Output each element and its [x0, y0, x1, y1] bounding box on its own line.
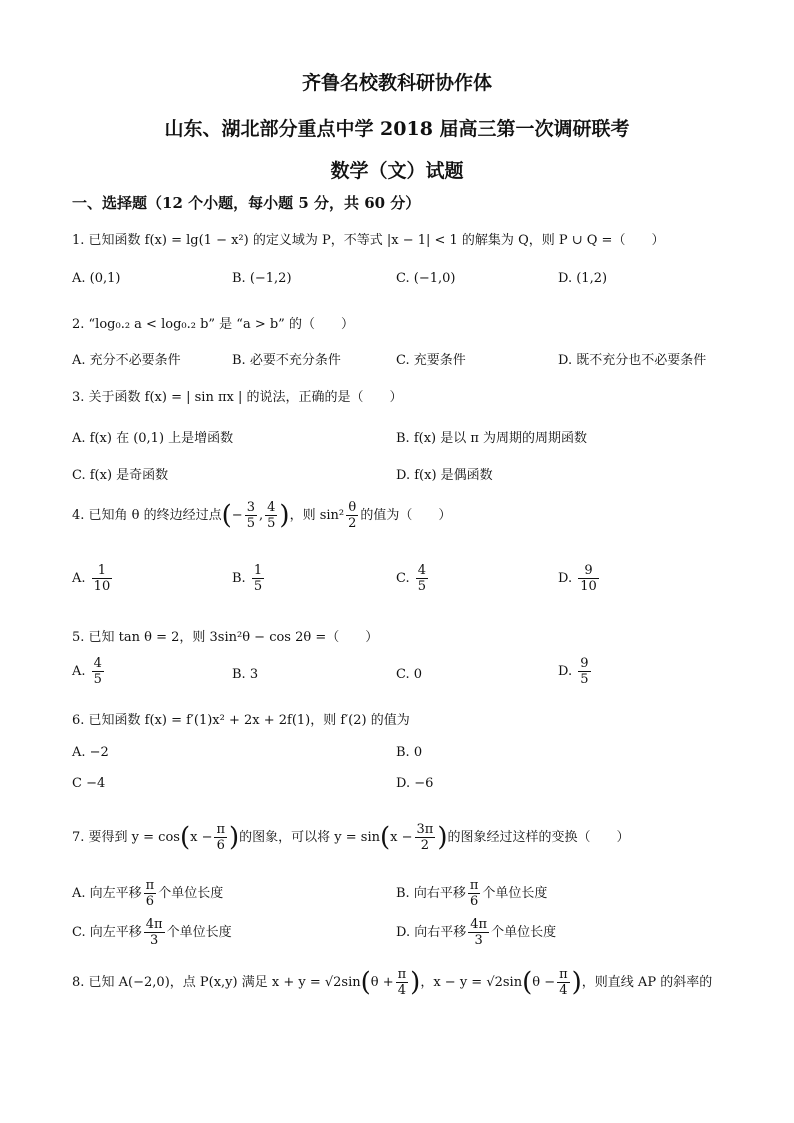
- question-2-option-b: B. 必要不充分条件: [232, 353, 341, 368]
- question-2-option-c: C. 充要条件: [396, 353, 466, 368]
- question-1-stem: 1. 已知函数 f(x) = lg(1 − x²) 的定义域为 P，不等式 |x − 1| < 1 的解集为 Q，则 P ∪ Q =（ ）: [72, 233, 665, 248]
- question-7-option-d: D. 向右平移 $\frac{4\pi}{3}$ 个单位长度: [396, 917, 557, 948]
- question-4-option-c: C. $\frac{4}{5}$: [396, 563, 427, 594]
- question-3-option-d: D. f(x) 是偶函数: [396, 468, 493, 483]
- question-2-option-d: D. 既不充分也不必要条件: [558, 353, 707, 368]
- question-3-stem: 3. 关于函数 f(x) = | sin πx | 的说法，正确的是（ ）: [72, 390, 403, 405]
- question-6-option-d: D. −6: [396, 776, 434, 791]
- question-3-option-a: A. f(x) 在 (0,1) 上是增函数: [72, 431, 234, 446]
- header-line-2: 山东、湖北部分重点中学 2018 届高三第一次调研联考: [164, 118, 630, 140]
- question-6-stem: 6. 已知函数 f(x) = f′(1)x² + 2x + 2f(1)，则 f′(2) 的值为: [72, 713, 410, 728]
- question-5-stem: 5. 已知 tan θ = 2，则 3sin²θ − cos 2θ =（ ）: [72, 630, 379, 645]
- header-line-1: 齐鲁名校教科研协作体: [301, 72, 492, 94]
- question-6-option-a: A. −2: [72, 745, 109, 760]
- question-4-option-b: B. $\frac{1}{5}$: [232, 563, 263, 594]
- question-2-option-a: A. 充分不必要条件: [72, 353, 181, 368]
- fraction: $\frac{3}{5}$: [246, 500, 255, 531]
- question-5-option-b: B. 3: [232, 667, 259, 682]
- question-6-option-b: B. 0: [396, 745, 423, 760]
- question-5-option-c: C. 0: [396, 667, 423, 682]
- question-5-option-d: D. $\frac{9}{5}$: [558, 656, 589, 687]
- fraction: $\frac{\theta}{2}$: [348, 500, 357, 531]
- question-5-option-a: A. $\frac{4}{5}$: [72, 656, 102, 687]
- question-7-stem: 7. 要得到 y = cos(x − $\frac{\pi}{6}$ )的图象，可以将 y = sin(x − $\frac{3\pi}{2}$ )的图象经过这样的变换（ ）: [72, 822, 630, 853]
- question-8-stem: 8. 已知 A(−2,0)，点 P(x,y) 满足 x + y = √2sin(θ + $\frac{\pi}{4}$ )，x − y = √2sin(θ − $\frac{\pi}{4}$ )，则直线 AP 的斜率的: [72, 967, 713, 998]
- question-2-stem: 2. “log₀.₂ a < log₀.₂ b” 是 “a > b” 的（ ）: [72, 317, 354, 332]
- question-3-option-c: C. f(x) 是奇函数: [72, 468, 169, 483]
- question-4-option-a: A. $\frac{1}{10}$: [72, 563, 111, 594]
- question-1-option-c: C. (−1,0): [396, 271, 456, 286]
- header-line-3: 数学（文）试题: [330, 160, 464, 182]
- question-7-option-b: B. 向右平移 $\frac{\pi}{6}$ 个单位长度: [396, 878, 548, 909]
- question-4-option-d: D. $\frac{9}{10}$: [558, 563, 597, 594]
- question-1-option-a: A. (0,1): [72, 271, 121, 286]
- question-7-option-a: A. 向左平移 $\frac{\pi}{6}$ 个单位长度: [72, 878, 224, 909]
- question-6-option-c: C −4: [72, 776, 106, 791]
- question-1-option-d: D. (1,2): [558, 271, 608, 286]
- fraction: $\frac{4}{5}$: [267, 500, 276, 531]
- question-7-option-c: C. 向左平移 $\frac{4\pi}{3}$ 个单位长度: [72, 917, 232, 948]
- question-3-option-b: B. f(x) 是以 π 为周期的周期函数: [396, 431, 588, 446]
- section-heading: 一、选择题（12 个小题，每小题 5 分，共 60 分）: [72, 194, 421, 212]
- question-1-option-b: B. (−1,2): [232, 271, 292, 286]
- question-4-stem: 4. 已知角 θ 的终边经过点(− $\frac{3}{5}$ , $\frac{4}{5}$ )，则 sin² $\frac{\theta}{2}$ 的值为（ ）: [72, 500, 452, 531]
